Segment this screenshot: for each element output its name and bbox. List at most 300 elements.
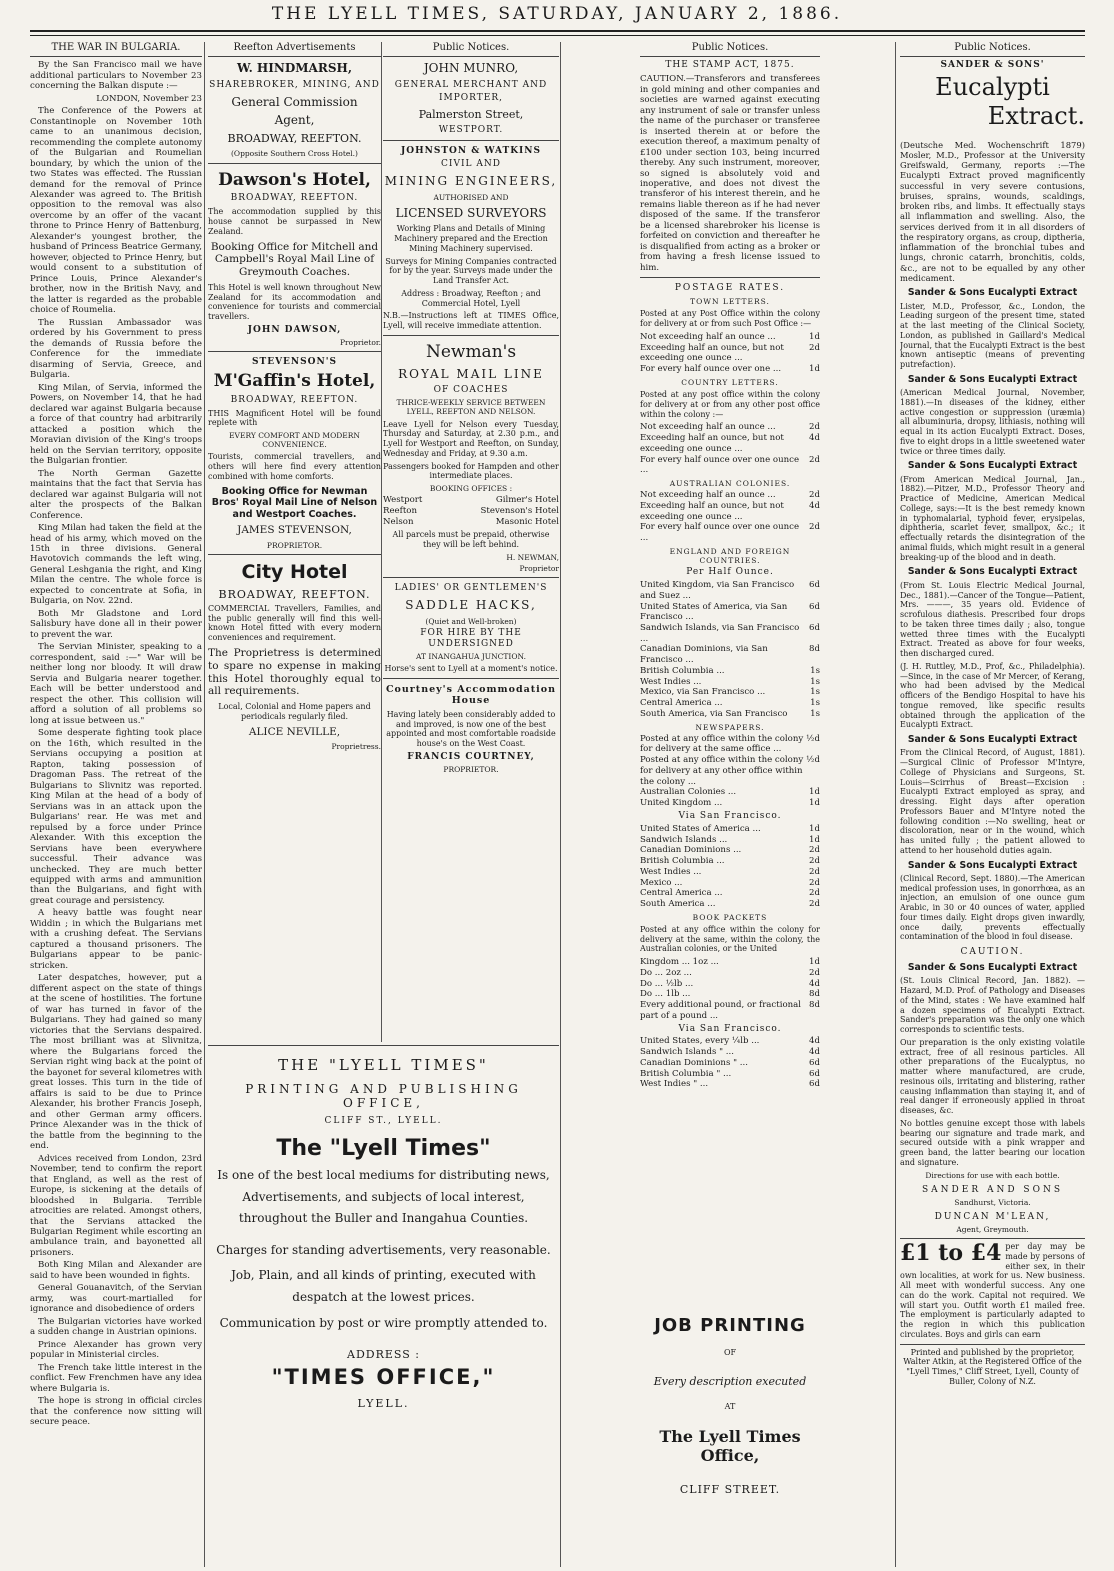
- johnston-text: Address : Broadway, Reefton ; and Commercial Hotel, Lyell: [401, 288, 541, 308]
- johnston-text: N.B.—Instructions left at TIMES Office, Lyell, will receive immediate attention.: [383, 311, 559, 331]
- ad-text: Job, Plain, and all kinds of printing, executed with despatch at the lowest prices.: [231, 1268, 536, 1304]
- rate-label: Sandwich Islands " ...: [640, 1047, 734, 1058]
- eucalypti-section-heading: Sander & Sons Eucalypti Extract: [907, 460, 1078, 472]
- rate-label: Do ... 1lb ...: [640, 989, 691, 1000]
- booking-office-row: [383, 506, 559, 517]
- hindmarsh-line: BROADWAY, REEFTON.: [227, 132, 362, 146]
- eucalypti-section-heading: Sander & Sons Eucalypti Extract: [907, 859, 1078, 871]
- hindmarsh-line: SHAREBROKER, MINING, AND: [209, 79, 380, 90]
- rate-label: South America ...: [640, 898, 716, 909]
- rate-row: [640, 602, 820, 623]
- article-paragraph: King Milan had taken the field at the head of his army, which moved on the 15th in three divisions. General Havotovich commands the left wing, General Leshgania the right, and King Milan the centre. The whole force is expected to concentrate at Sofia, in Bulgaria, on Nov. 22nd.: [30, 523, 202, 607]
- eucalypti-intro: (Deutsche Med. Wochenschrift 1879) Mosler, M.D., Professor at the University Greifswald, Germany, reports :—The Eucalypti Extract proved magnificently successful in very severe contusions, bruises, sprains, wounds, scaldings, broken ribs, and limbs. It effectually stays all inflammation and swelling. Also, the services derived from it in all disorders of the respiratory organs, as croup, diptheria, inflammation of the bronchial tubes and lungs, chronic catarrh, bronchitis, colds, &c., are not to be equalled by any other medicament.: [900, 139, 1085, 283]
- rate-value: 6d: [809, 1057, 820, 1068]
- courtney-proprietor-title: PROPRIETOR.: [443, 764, 499, 774]
- saddle-line: AT INANGAHUA JUNCTION.: [416, 651, 526, 661]
- ad-lyell: LYELL.: [357, 1397, 410, 1411]
- town-intro: Posted at any Post Office within the colony for delivery at or from such Post Office :—: [640, 309, 820, 329]
- rate-label: Posted at any office within the colony for delivery at any other office within the colony ...: [640, 755, 804, 787]
- article-paragraph: Later despatches, however, put a different aspect on the state of things at the scene of hostilities. The fortune of war has turned in favor of the Bulgarians. They had gained so many victories that the Servians despaired. The most brilliant was at Slivnitza, where the Bulgarians forced the Servian right wing back at the point of the bayonet for several kilometres with great losses. This turn in the tide of affairs is said to be due to Prince Alexander, his brother Francis Joseph, and other German army officers. Prince Alexander was in the thick of the battle from the beginning to the end.: [30, 973, 202, 1152]
- saddle-line: LADIES' OR GENTLEMEN'S: [394, 583, 548, 594]
- brand-name: SANDER & SONS': [940, 60, 1045, 71]
- rate-label: Every additional pound, or fractional part of a pound ...: [640, 1000, 802, 1021]
- ad-title: THE "LYELL TIMES": [278, 1056, 489, 1074]
- column-heading: Reefton Advertisements: [208, 42, 381, 57]
- rate-label: Canadian Dominions, via San Francisco ...: [640, 644, 768, 666]
- country-intro: Posted at any post office within the colony for delivery at or from any other post office within the colony :—: [640, 390, 820, 419]
- rate-label: Not exceeding half an ounce ...: [640, 422, 776, 433]
- rate-row: [640, 698, 820, 709]
- rate-label: British Columbia ...: [640, 856, 725, 867]
- saddle-line: SADDLE HACKS,: [405, 598, 537, 613]
- article-paragraph: The Russian Ambassador was ordered by his Government to press the demands of Russia before the Conference for the immediate disarming of Servia, Greece, and Bulgaria.: [30, 317, 202, 381]
- rate-label: Exceeding half an ounce, but not exceeding one ounce ...: [640, 433, 784, 454]
- rate-row: [640, 1079, 820, 1090]
- rate-value: 6d: [809, 580, 820, 591]
- rate-value: 2d: [809, 522, 820, 533]
- eucalypti-section-text: (J. H. Ruttley, M.D., Prof, &c., Philadelphia).—Since, in the case of Mr Mercer, of Kerang, who had been advised by the Medical officers of the Bendigo Hospital to have his tongue removed, like specific results obtained through the application of the Eucalypti Extract.: [900, 661, 1085, 730]
- rate-row: [640, 888, 820, 899]
- rate-label: For every half ounce over one ounce ...: [640, 454, 800, 476]
- article-paragraph: The Bulgarian victories have worked a sudden change in Austrian opinions.: [30, 1316, 202, 1338]
- mgaffin-text: Booking Office for Newman Bros' Royal Mail Line of Nelson and Westport Coaches.: [211, 485, 378, 520]
- mgaffin-proprietor-title: PROPRIETOR.: [266, 541, 323, 551]
- eucalypti-title: Eucalypti: [935, 73, 1050, 102]
- signature: SANDER AND SONS: [922, 1184, 1063, 1195]
- newman-text: Leave Lyell for Nelson every Tuesday, Thursday and Saturday, at 2.30 p.m., and Lyell for Westport and Reefton, on Sunday, Wednesday and Friday, at 9.30 a.m.: [383, 419, 559, 458]
- eucalypti-section-text: (American Medical Journal, November, 1881).—In diseases of the kidney, either active congestion or suppression (uræmia) all albuminuria, dropsy, lithiasis, nothing will equal in its action Eucalypti Extract. Doses, five to eight drops in a little sweetened water twice or three times daily.: [900, 388, 1085, 456]
- town-rates: [640, 332, 820, 375]
- munro-line: WESTPORT.: [438, 125, 504, 136]
- rate-row: [640, 343, 820, 364]
- rate-row: [640, 490, 820, 501]
- rate-row: [640, 867, 820, 878]
- rate-row: [640, 677, 820, 688]
- rate-label: West Indies " ...: [640, 1079, 709, 1090]
- ad-address: CLIFF ST., LYELL.: [324, 1116, 443, 1126]
- saddle-text: Horse's sent to Lyell at a moment's notice.: [384, 664, 558, 673]
- dawson-proprietor: JOHN DAWSON,: [247, 324, 342, 335]
- rate-row: [640, 1036, 820, 1047]
- hindmarsh-name: W. HINDMARSH,: [236, 61, 353, 76]
- johnston-name: JOHNSTON & WATKINS: [401, 146, 541, 157]
- rate-value: 4d: [809, 1036, 820, 1047]
- column-divider: [381, 42, 382, 1042]
- job-printing-office: The Lyell Times Office,: [659, 1427, 801, 1465]
- book-title: BOOK PACKETS: [692, 912, 768, 922]
- rate-row: [640, 968, 820, 979]
- rate-value: 2d: [809, 898, 820, 909]
- newman-proprietor-title: Proprietor: [519, 564, 559, 574]
- eucalypti-title: Extract.: [987, 102, 1085, 131]
- rate-label: Mexico ...: [640, 877, 683, 888]
- article-paragraph: The French take little interest in the conflict. Few Frenchmen have any idea where Bulgaria is.: [30, 1362, 202, 1394]
- column-public-notices-2: [640, 42, 820, 1307]
- johnston-line: CIVIL AND: [441, 159, 501, 170]
- booking-office-row: [383, 517, 559, 528]
- rate-value: 2d: [809, 454, 820, 465]
- column-heading: Public Notices.: [640, 42, 820, 57]
- rate-row: [640, 856, 820, 867]
- hindmarsh-line: Agent,: [274, 113, 315, 128]
- mgaffin-hotel-name: M'Gaffin's Hotel,: [213, 371, 376, 391]
- eucalypti-section-text: (Clinical Record, Sept. 1880).—The American medical profession uses, in gonorrhœa, as an injection, an emulsion of one ounce gum Arabic, in 30 or 40 ounces of water, applied four times daily. Eight drops given inwardly, once daily, prevents effectually contamination of the blood in foul disease.: [900, 873, 1085, 942]
- article-paragraph: King Milan, of Servia, informed the Powers, on November 14, that he had declared war against Bulgaria because a force of that country had arbitrarily attacked a position which the Moravian division of the King's troops held on the Servian territory, opposite the Bulgarian frontier.: [30, 382, 202, 467]
- rate-label: Sandwich Islands, via San Francisco ...: [640, 622, 800, 644]
- caution-text: Our preparation is the only existing volatile extract, free of all resinous particles. All other preparations of the Eucalyptus, no matter where manufactured, are crude, resinous oils, irritating and blistering, rather causing inflammation than staying it, and of real danger if erroneously applied in throat diseases, &c.: [900, 1037, 1085, 1116]
- dawson-text: Booking Office for Mitchell and Campbell's Royal Mail Line of Greymouth Coaches.: [210, 240, 379, 279]
- newman-line: THRICE-WEEKLY SERVICE BETWEEN LYELL, REEFTON AND NELSON.: [396, 398, 546, 417]
- city-text: The Proprietress is determined to spare no expense in making this Hotel thoroughly equal to all requirements.: [208, 646, 381, 698]
- column-divider: [560, 42, 561, 1567]
- newman-line: ROYAL MAIL LINE: [398, 366, 544, 381]
- column-heading: Public Notices.: [383, 42, 559, 57]
- column-heading: Public Notices.: [900, 42, 1085, 57]
- rate-label: For every half ounce over one ounce ...: [640, 522, 800, 544]
- rate-value: 6d: [809, 1068, 820, 1079]
- rate-label: Kingdom ... 1oz ...: [640, 957, 719, 968]
- article-paragraph: LONDON, November 23: [96, 93, 202, 104]
- rate-row: [640, 687, 820, 698]
- booking-office-hotel: Gilmer's Hotel: [495, 495, 559, 506]
- city-address: BROADWAY, REEFTON.: [218, 587, 371, 601]
- ad-address-label: ADDRESS :: [347, 1348, 420, 1362]
- article-body: [30, 60, 202, 1428]
- job-printing-ad: [640, 1315, 820, 1496]
- newman-name: Newman's: [425, 341, 517, 362]
- column-eucalypti: [900, 42, 1085, 1567]
- rate-row: [640, 644, 820, 665]
- rate-row: [640, 835, 820, 846]
- rate-label: United States of America ...: [640, 823, 761, 834]
- masthead: THE LYELL TIMES, SATURDAY, JANUARY 2, 1886.: [271, 4, 843, 24]
- rate-value: 4d: [809, 500, 820, 511]
- rate-row: [640, 1058, 820, 1069]
- rate-label: United Kingdom ...: [640, 798, 723, 809]
- city-text: COMMERCIAL Travellers, Families, and the public generally will find this well-known Hotel fitted with every modern conveniences and requirement.: [208, 603, 381, 643]
- newman-text: Passengers booked for Hampden and other intermediate places.: [383, 461, 559, 481]
- job-printing-text: OF: [723, 1348, 737, 1357]
- newman-proprietor: H. NEWMAN,: [506, 552, 559, 562]
- rate-row: [640, 1000, 820, 1021]
- eucalypti-section-heading: Sander & Sons Eucalypti Extract: [907, 373, 1078, 385]
- rate-row: [640, 364, 820, 375]
- dawson-address: BROADWAY, REEFTON.: [230, 193, 359, 204]
- job-printing-text: AT: [724, 1402, 736, 1411]
- rate-value: ½d: [806, 755, 820, 766]
- rate-row: [640, 666, 820, 677]
- mgaffin-text: Tourists, commercial travellers, and others will here find every attention combined with home comforts.: [208, 452, 381, 481]
- country-title: COUNTRY LETTERS.: [681, 377, 779, 387]
- masthead-rule: [30, 30, 1085, 32]
- town-title: TOWN LETTERS.: [690, 297, 770, 307]
- imprint: Printed and published by the proprietor, Walter Atkin, at the Registered Office of the "Lyell Times," Cliff Street, Lyell, County of Buller, Colony of N.Z.: [900, 1344, 1085, 1387]
- dawson-proprietor-title: Proprietor.: [339, 337, 381, 347]
- column-divider: [204, 42, 205, 1567]
- rate-label: Do ... ½lb ...: [640, 978, 694, 989]
- article-heading: THE WAR IN BULGARIA.: [30, 42, 202, 57]
- rate-label: Do ... 2oz ...: [640, 967, 692, 978]
- booking-office-place: Westport: [383, 495, 423, 506]
- rate-row: [640, 824, 820, 835]
- rate-value: 1d: [809, 364, 820, 375]
- rate-value: 1s: [810, 708, 820, 719]
- city-hotel-name: City Hotel: [241, 561, 348, 584]
- rate-value: 2d: [809, 866, 820, 877]
- ad-paper-name: The "Lyell Times": [276, 1136, 491, 1161]
- eucalypti-sections: [900, 287, 1085, 942]
- pound-headline: £1 to £4: [900, 1240, 1002, 1267]
- city-text: Local, Colonial and Home papers and periodicals regularly filed.: [218, 702, 371, 721]
- column-public-notices-1: [383, 42, 559, 1042]
- aus-rates: [640, 490, 820, 544]
- rate-row: [640, 580, 820, 601]
- dawson-text: The accommodation supplied by this house cannot be surpassed in New Zealand.: [208, 207, 381, 236]
- rate-label: Not exceeding half an ounce ...: [640, 331, 776, 342]
- rate-label: British Columbia " ...: [640, 1068, 732, 1079]
- rate-row: [640, 422, 820, 433]
- rate-value: 6d: [809, 622, 820, 633]
- rate-value: 4d: [809, 1047, 820, 1058]
- johnston-text: Working Plans and Details of Mining Machinery prepared and the Erection Mining Machinery supervised.: [394, 224, 548, 253]
- rate-row: [640, 734, 820, 755]
- rate-row: [640, 878, 820, 889]
- rate-row: [640, 433, 820, 454]
- johnston-line: AUTHORISED AND: [433, 192, 509, 202]
- rate-label: For every half ounce over one ...: [640, 364, 782, 375]
- rate-value: 1d: [809, 787, 820, 798]
- rate-value: 1s: [810, 687, 820, 698]
- stevenson-pre: STEVENSON'S: [252, 357, 337, 368]
- news-rates: [640, 734, 820, 809]
- rate-value: 8d: [809, 644, 820, 655]
- eucalypti-section-text: (From St. Louis Electric Medical Journal, Dec., 1881).—Cancer of the Tongue—Patient, Mrs. ———, 35 years old. Evidence of scrofulous diathesis. Prescribed four drops to be taken three times daily ; also, tongue wetted three times with the Eucalypti Extract. Treated as above for four weeks, then discharged cured.: [900, 580, 1085, 658]
- eucalypti-section-text: (From American Medical Journal, Jan., 1882).—Pitzer, M.D., Professor Theory and Practice of Medicine, American Medical College, says:—It is the best remedy known in typhomalarial, typhoid fever, erysipelas, diphtheria, scarlet fever, smallpox, &c.; it effectually retards the disintegration of the animal fluids, which might result in a general breaking-up of the blood and in death.: [900, 474, 1085, 562]
- saddle-line: (Quiet and Well-broken): [425, 616, 517, 626]
- country-rates: [640, 422, 820, 476]
- rate-row: [640, 755, 820, 787]
- article-paragraph: The hope is strong in official circles that the conference now sitting will secure peace.: [30, 1396, 202, 1428]
- job-printing-title: JOB PRINTING: [654, 1315, 806, 1336]
- booking-office-place: Reefton: [383, 505, 417, 516]
- rate-value: 1s: [810, 665, 820, 676]
- rate-value: 2d: [809, 490, 820, 501]
- mgaffin-address: BROADWAY, REEFTON.: [230, 394, 359, 405]
- ad-text: Charges for standing advertisements, very reasonable.: [216, 1242, 551, 1257]
- booking-office-row: [383, 495, 559, 506]
- job-printing-text: Every description executed: [653, 1375, 807, 1388]
- ad-text: Communication by post or wire promptly attended to.: [219, 1315, 548, 1330]
- ad-subtitle: PRINTING AND PUBLISHING OFFICE,: [245, 1082, 522, 1110]
- column-divider: [895, 42, 896, 1567]
- rate-row: [640, 623, 820, 644]
- rate-label: West Indies ...: [640, 676, 702, 687]
- rate-value: 4d: [809, 978, 820, 989]
- lyell-times-ad: [208, 1045, 559, 1526]
- rate-label: West Indies ...: [640, 866, 702, 877]
- rate-value: 1s: [810, 676, 820, 687]
- rate-value: 1d: [809, 331, 820, 342]
- rate-value: 2d: [809, 856, 820, 867]
- book2-rates: [640, 1036, 820, 1090]
- courtney-name: Courtney's Accommodation House: [386, 683, 556, 707]
- booking-office-hotel: Masonic Hotel: [495, 516, 559, 527]
- rate-value: 1d: [809, 823, 820, 834]
- article-paragraph: Both Mr Gladstone and Lord Salisbury have done all in their power to prevent the war.: [30, 608, 202, 640]
- book-intro: Posted at any office within the colony for delivery at the same, within the colony, the Australian colonies, or the United: [640, 924, 820, 954]
- article-paragraph: A heavy battle was fought near Widdin ; in which the Bulgarians met with a crushing defeat. The Servians captured a thousand prisoners. The Bulgarians appear to be panic-stricken.: [30, 908, 202, 971]
- book-rates: [640, 957, 820, 1021]
- munro-line: Palmerston Street,: [418, 107, 524, 121]
- article-paragraph: By the San Francisco mail we have additional particulars to November 23 concerning the Balkan dispute :—: [30, 60, 202, 92]
- rate-value: 2d: [809, 888, 820, 899]
- rate-label: United States of America, via San Francisco ...: [640, 601, 788, 623]
- caution-text: No bottles genuine except those with labels bearing our signature and trade mark, and secured outside with a pink wrapper and green band, the latter bearing our location and signature.: [900, 1118, 1085, 1167]
- rate-label: United States, every ¼lb ...: [640, 1036, 760, 1047]
- newman-offices: [383, 495, 559, 527]
- book-vsf: Via San Francisco.: [678, 1023, 782, 1034]
- article-paragraph: Prince Alexander has grown very popular in Ministerial circles.: [30, 1339, 202, 1361]
- rate-value: 6d: [809, 1079, 820, 1090]
- rate-row: [640, 501, 820, 522]
- signature-location: Sandhurst, Victoria.: [954, 1197, 1031, 1207]
- rate-value: ½d: [806, 733, 820, 744]
- pound-text: per day may be made by persons of either sex, in their own localities, at work for us. New business. All meet with wonderful success. Any one can do the work. Capital not required. We will start you. Outfit worth £1 mailed free. The employment is particularly adapted to the region in which this publication circulates. Boys and girls can earn: [900, 1242, 1085, 1339]
- johnston-text: Surveys for Mining Companies contracted for by the year. Surveys made under the Land Transfer Act.: [385, 256, 557, 286]
- vsf-title: Via San Francisco.: [678, 810, 782, 821]
- rate-row: [640, 709, 820, 720]
- news-title: NEWSPAPERS.: [695, 722, 765, 732]
- article-paragraph: Advices received from London, 23rd November, tend to confirm the report that England, as well as the rest of Europe, is sickening at the details of bloodshed in Bulgaria. Terrible atrocities are related. Amongst others, that the Servians attacked the Bulgarian Regiment while escorting an ambulance train, and bayonetted all prisoners.: [30, 1153, 202, 1258]
- courtney-proprietor: FRANCIS COURTNEY,: [407, 751, 535, 762]
- rate-value: 2d: [809, 422, 820, 433]
- eng-title: ENGLAND AND FOREIGN COUNTRIES.: [669, 546, 791, 565]
- newman-offices-title: BOOKING OFFICES :: [429, 484, 513, 494]
- rate-label: British Columbia ...: [640, 665, 725, 676]
- article-paragraph: General Gouanavitch, of the Servian army, was court-martialled for ignorance and disobedience of orders: [30, 1283, 202, 1315]
- agent-name: DUNCAN M'LEAN,: [934, 1211, 1051, 1222]
- courtney-text: Having lately been considerably added to and improved, is now one of the best appointed and most comfortable roadside house's on the West Coast.: [386, 709, 556, 749]
- dawson-hotel-name: Dawson's Hotel,: [218, 169, 371, 190]
- mgaffin-text: THIS Magnificent Hotel will be found replete with: [208, 408, 381, 428]
- rate-value: 1s: [810, 698, 820, 709]
- rate-label: United Kingdom, via San Francisco and Suez ...: [640, 580, 795, 601]
- caution-text: (St. Louis Clinical Record, Jan. 1882). —Hazard, M.D. Prof. of Pathology and Diseases of the Mind, states : We have examined half a dozen specimens of Eucalypti Extract. Sander's preparation was the only one which corresponds to scientific tests.: [900, 976, 1085, 1035]
- rate-row: [640, 957, 820, 968]
- rate-label: Mexico, via San Francisco ...: [640, 687, 766, 698]
- rate-label: Exceeding half an ounce, but not exceeding one ounce ...: [640, 500, 784, 522]
- rate-row: [640, 845, 820, 856]
- rate-row: [640, 979, 820, 990]
- rate-value: 1d: [809, 798, 820, 809]
- booking-office-hotel: Stevenson's Hotel: [480, 505, 559, 516]
- saddle-line: FOR HIRE BY THE UNDERSIGNED: [420, 627, 522, 649]
- vsf-rates: [640, 824, 820, 910]
- rate-row: [640, 522, 820, 543]
- eucalypti-section-text: Lister, M.D., Professor, &c., London, the Leading surgeon of the present time, stated at the last meeting of the Clinical Society, London, as published in Gaillard's Medical Journal, that the Eucalypti Extract is the best known antiseptic (means of preventing putrefaction).: [900, 301, 1085, 370]
- eucalypti-section-text: From the Clinical Record, of August, 1881).—Surgical Clinic of Professor M'Intyre, College of Physicians and Surgeons, St. Louis—Scirrhus of Breast—Excision : Eucalypti Extract employed as spray, and dressing. Eight days after operation Professors Bauer and M'Intyre noted the following condition :—No swelling, heat or discoloration, near or in the wound, which has united fully ; the patient allowed to attend to her household duties again.: [900, 748, 1085, 855]
- rate-row: [640, 332, 820, 343]
- rate-row: [640, 455, 820, 476]
- agent-location: Agent, Greymouth.: [956, 1224, 1029, 1234]
- article-paragraph: The Conference of the Powers at Constantinople on November 10th came to an unanimous decision, recommending the complete autonomy of the Bulgarian and Roumelian boundary, by which the union of the two States was effected. The Russian demand for the removal of Prince Alexander was agreed to. The British opposition to the removal was also overcome by an offer of the vacant throne to Prince Henry of Battenburg, Alexander's youngest brother, the husband of Princess Beatrice Germany, however, objected to Prince Henry, but would consent to a substitution of Prince Louis, Prince Alexander's brother, now in the British Navy, and the latter is regarded as the probable choice of Roumelia.: [30, 106, 202, 316]
- rate-value: 2d: [809, 342, 820, 353]
- munro-line: IMPORTER,: [438, 92, 504, 103]
- rate-label: Exceeding half an ounce, but not exceeding one ounce ...: [640, 342, 784, 364]
- stamp-act-text: CAUTION.—Transferors and transferees in gold mining and other companies and societies are warned against executing any instrument of sale or transfer unless the name of the purchaser or transferee is inserted therein at or before the execution thereof, a maximum penalty of £100 under section 103, being incurred thereby. Any such instrument, moreover, so signed is absolutely void and inoperative, and does not divest the transferor of his interest therein, and he remains liable thereon as if he had never disposed of the same. If the transferor be a licensed sharebroker his license is forfeited on conviction and thereafter he is disqualified from acting as a broker or from having a fresh license issued to him.: [640, 74, 820, 273]
- stamp-act-title: THE STAMP ACT, 1875.: [665, 60, 795, 71]
- rate-label: Canadian Dominions " ...: [640, 1057, 748, 1068]
- rate-row: [640, 899, 820, 910]
- rate-value: 2d: [809, 845, 820, 856]
- rate-value: 1d: [809, 957, 820, 968]
- johnston-line: LICENSED SURVEYORS: [395, 205, 547, 220]
- mgaffin-proprietor: JAMES STEVENSON,: [237, 524, 352, 537]
- rate-value: 6d: [809, 601, 820, 612]
- rate-label: Central America ...: [640, 888, 723, 899]
- rate-row: [640, 1047, 820, 1058]
- rate-value: 2d: [809, 877, 820, 888]
- article-paragraph: The North German Gazette maintains that the fact that Servia has declared war against Bulgaria will not alter the prospects of the Balkan Conference.: [30, 468, 202, 521]
- rate-value: 1d: [809, 834, 820, 845]
- rate-label: Not exceeding half an ounce ...: [640, 490, 776, 501]
- ad-text: Is one of the best local mediums for distributing news, Advertisements, and subjects of local interest, throughout the Buller and Inangahua Counties.: [217, 1168, 550, 1226]
- eng-sub: Per Half Ounce.: [686, 567, 774, 578]
- munro-line: GENERAL MERCHANT AND: [394, 79, 548, 90]
- dawson-text: This Hotel is well known throughout New Zealand for its accommodation and convenience for tourists and commercial travellers.: [208, 282, 381, 322]
- rate-value: 8d: [809, 989, 820, 1000]
- rate-row: [640, 989, 820, 1000]
- rate-label: Central America ...: [640, 698, 723, 709]
- postage-title: POSTAGE RATES.: [674, 283, 786, 294]
- article-paragraph: The Servian Minister, speaking to a correspondent, said :—" War will be neither long nor bloody. It will draw Servia and Bulgaria nearer together. Each will be better understood and respect the other. This collision will afford a solution of all problems so long at issue between us.": [30, 642, 202, 726]
- rate-label: Canadian Dominions ...: [640, 845, 742, 856]
- hindmarsh-line: (Opposite Southern Cross Hotel.): [231, 149, 358, 159]
- caution-title: CAUTION.: [960, 947, 1025, 958]
- rate-row: [640, 1069, 820, 1080]
- johnston-line: MINING ENGINEERS,: [384, 174, 558, 189]
- masthead-rule-thin: [30, 35, 1085, 36]
- newman-line: OF COACHES: [433, 385, 509, 396]
- newman-text: All parcels must be prepaid, otherwise they will be left behind.: [392, 530, 550, 550]
- booking-office-place: Nelson: [383, 516, 414, 527]
- column-reefton-ads: [208, 42, 381, 1042]
- rate-value: 4d: [809, 433, 820, 444]
- eucalypti-section-heading: Sander & Sons Eucalypti Extract: [907, 734, 1078, 745]
- caution-heading: Sander & Sons Eucalypti Extract: [907, 962, 1078, 974]
- article-paragraph: Both King Milan and Alexander are said to have been wounded in fights.: [30, 1260, 202, 1281]
- ad-times-office: "TIMES OFFICE,": [271, 1365, 496, 1390]
- mgaffin-text: EVERY COMFORT AND MODERN CONVENIENCE.: [229, 431, 360, 450]
- rate-label: Posted at any office within the colony for delivery at the same office ...: [640, 733, 804, 755]
- eucalypti-section-heading: Sander & Sons Eucalypti Extract: [907, 287, 1078, 299]
- rate-label: Sandwich Islands ...: [640, 834, 728, 845]
- munro-name: JOHN MUNRO,: [423, 61, 519, 76]
- column-war-in-bulgaria: [30, 42, 202, 1567]
- city-proprietress: ALICE NEVILLE,: [248, 725, 341, 738]
- rate-value: 8d: [809, 1000, 820, 1011]
- rate-label: South America, via San Francisco: [640, 708, 788, 719]
- eng-rates: [640, 580, 820, 720]
- city-proprietress-title: Proprietress.: [331, 742, 381, 752]
- rate-label: Australian Colonies ...: [640, 787, 737, 798]
- rate-row: [640, 787, 820, 798]
- hindmarsh-line: General Commission: [231, 94, 358, 109]
- rate-row: [640, 798, 820, 809]
- eucalypti-section-heading: Sander & Sons Eucalypti Extract: [907, 566, 1078, 578]
- aus-title: AUSTRALIAN COLONIES.: [669, 478, 791, 488]
- job-printing-street: CLIFF STREET.: [679, 1483, 781, 1496]
